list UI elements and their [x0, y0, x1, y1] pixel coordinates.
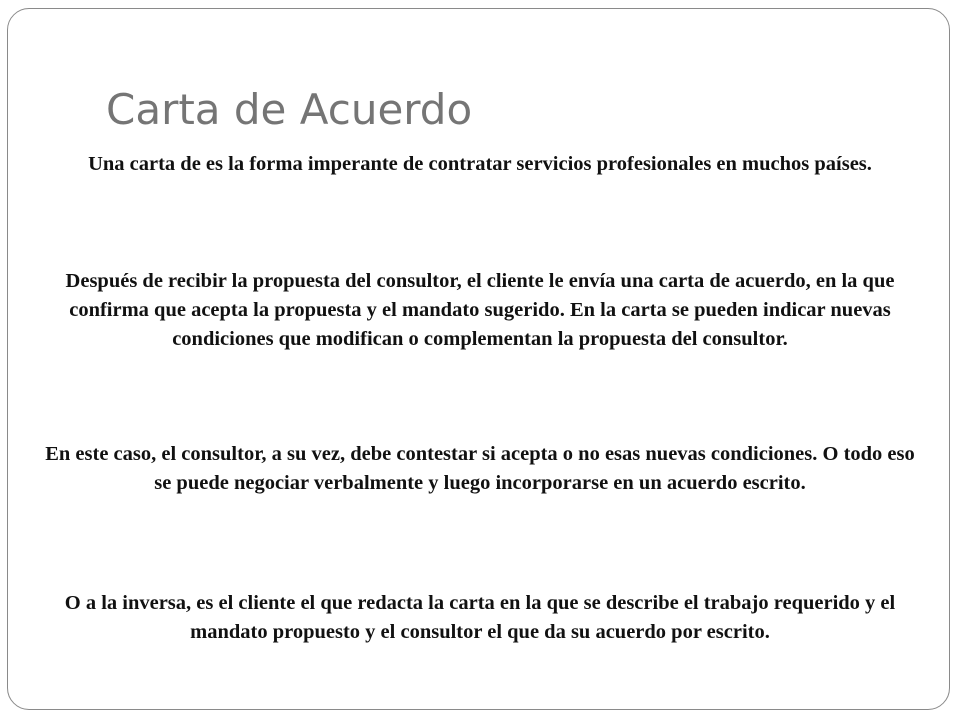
slide-title: Carta de Acuerdo [106, 85, 473, 134]
paragraph-4: O a la inversa, es el cliente el que redacta la carta en la que se describe el trabajo requerido y el mandato propuesto y el consultor el que da su acuerdo por escrito. [64, 592, 896, 643]
paragraph-1: Una carta de es la forma imperante de contratar servicios profesionales en muchos países. [88, 153, 872, 175]
paragraph-2: Después de recibir la propuesta del consultor, el cliente le envía una carta de acuerdo, en la que confirma que acepta la propuesta y el mandato sugerido. En la carta se pueden indicar nuevas condiciones que modifican o complementan la propuesta del consultor. [65, 270, 895, 350]
paragraph-3: En este caso, el consultor, a su vez, debe contestar si acepta o no esas nuevas condiciones. O todo eso se puede negociar verbalmente y luego incorporarse en un acuerdo escrito. [45, 443, 915, 494]
